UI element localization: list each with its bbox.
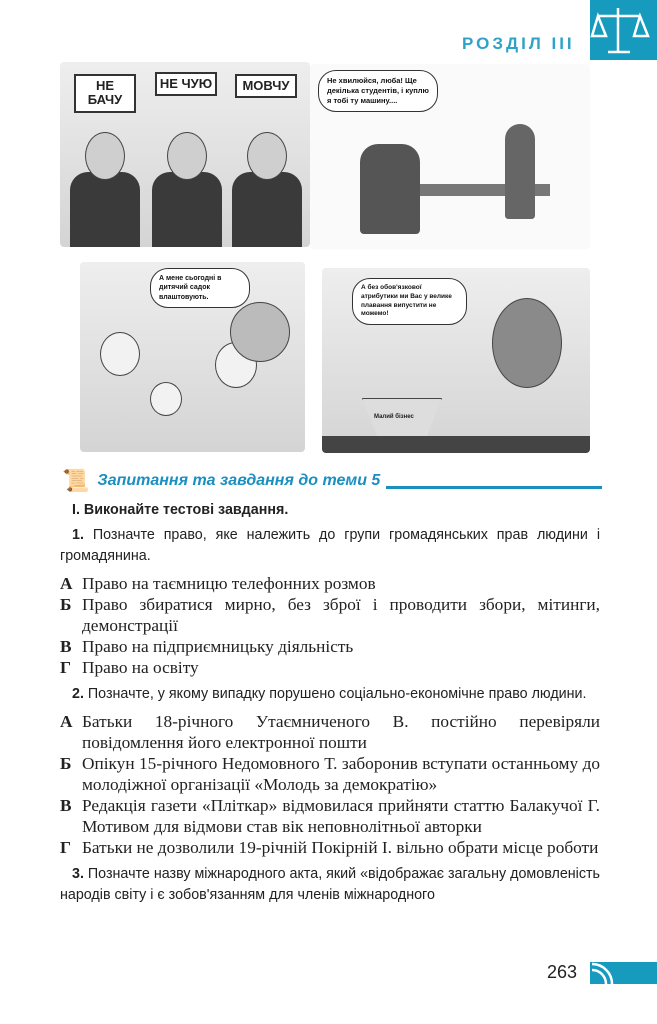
- speech-bubble: А без обов'язкової атрибутики ми Вас у велике плавання випустити не можемо!: [352, 278, 467, 325]
- page-tab-decoration: [590, 962, 657, 984]
- boat-label: Малий бізнес: [374, 414, 414, 420]
- question-number: 2.: [72, 686, 84, 702]
- option: Г Право на освіту: [60, 658, 199, 677]
- sign: НЕ ЧУЮ: [155, 72, 217, 96]
- option: В Редакція газети «Пліткар» відмовилася прийняти статтю Балакучої Г. Мотивом для відмови став вік неповнолітньої авторки: [60, 796, 600, 836]
- questions-title: Запитання та завдання до теми 5: [97, 472, 381, 489]
- options-2: [60, 711, 600, 858]
- cartoon-small-business: [322, 268, 590, 453]
- heading-rule: [386, 486, 602, 489]
- signal-waves-icon: [590, 962, 620, 984]
- cartoon-professor-bribe: [310, 64, 590, 249]
- cartoon-kindergarten: [80, 262, 305, 452]
- speech-bubble: Не хвилюйся, люба! Ще декілька студентів, і куплю я тобі ту машину....: [318, 70, 438, 112]
- question-number: 1.: [72, 527, 84, 543]
- scales-icon: [590, 0, 657, 60]
- option: Б Опікун 15-річного Недомовного Т. заборонив вступати останньому до молодіжної організації «Молодь за демократію»: [60, 754, 600, 794]
- question-2: [60, 684, 600, 705]
- question-number: 3.: [72, 866, 84, 882]
- option: А Батьки 18-річного Утаємниченого В. постійно перевіряли повідомлення його електронної пошти: [60, 712, 600, 752]
- option: В Право на підприємницьку діяльність: [60, 637, 354, 656]
- options-1: [60, 573, 600, 678]
- sign: НЕ БАЧУ: [74, 74, 136, 113]
- sign: МОВЧУ: [235, 74, 297, 98]
- question-3: [60, 864, 600, 906]
- question-text: Позначте, у якому випадку порушено соціально-економічне право людини.: [83, 686, 587, 702]
- section-label: РОЗДІЛ III: [462, 34, 575, 53]
- questions-heading: [62, 468, 602, 494]
- question-text: Позначте назву міжнародного акта, який «відображає загальну домовленість народів світу і є зобов'язанням для членів міжнародного: [60, 866, 600, 903]
- questions-icon: 📜: [62, 468, 90, 493]
- option: Г Батьки не дозволили 19-річній Покірній І. вільно обрати місце роботи: [60, 838, 599, 857]
- option: Б Право збиратися мирно, без зброї і проводити збори, мітинги, демонстрації: [60, 595, 600, 635]
- speech-bubble: А мене сьогодні в дитячий садок влаштовують.: [150, 268, 250, 308]
- option: А Право на таємницю телефонних розмов: [60, 574, 376, 593]
- question-text: Позначте право, яке належить до групи громадянських прав людини і громадянина.: [60, 527, 600, 564]
- questions-body: [60, 500, 600, 906]
- part-heading: І. Виконайте тестові завдання.: [72, 502, 289, 518]
- page-number: 263: [547, 962, 578, 982]
- cartoon-see-hear-speak-no-evil: [60, 62, 310, 247]
- question-1: [60, 525, 600, 567]
